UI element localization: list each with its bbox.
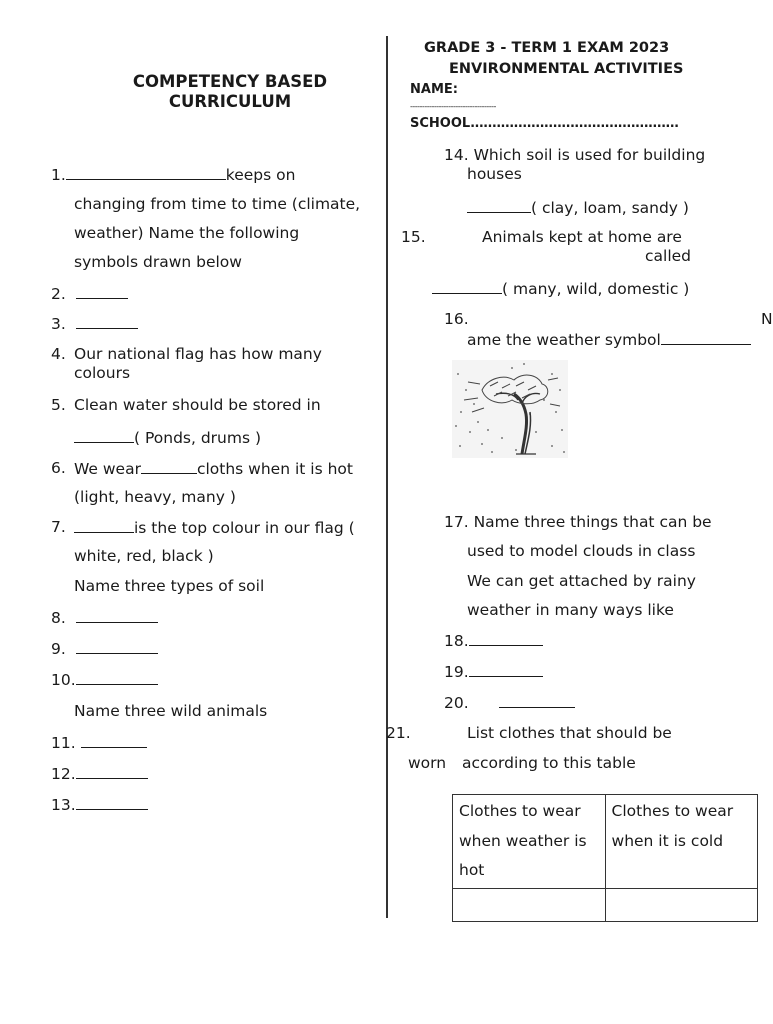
q20-number: 20. [444, 694, 469, 712]
q11-blank[interactable] [81, 733, 147, 748]
q5-blank[interactable] [74, 428, 134, 443]
q17-line-2: used to model clouds in class [467, 542, 696, 560]
q13-number: 13. [51, 796, 76, 814]
q1-line-2: changing from time to time (climate, [74, 195, 361, 213]
q7-number: 7. [51, 518, 66, 536]
question-19 [444, 662, 543, 681]
q9-number: 9. [51, 640, 66, 658]
windy-tree-icon [452, 360, 568, 458]
q18-number: 18. [444, 632, 469, 650]
q6-number: 6. [51, 459, 66, 477]
cold-clothes-cell[interactable] [605, 888, 757, 921]
table-header-cold: Clothes to wear when it is cold [605, 795, 757, 889]
question-13 [51, 795, 148, 814]
table-header-hot: Clothes to wear when weather is hot [453, 795, 606, 889]
title-line-2: CURRICULUM [168, 92, 292, 111]
question-4 [51, 345, 66, 363]
weather-symbol-image [452, 360, 568, 458]
q1-line-3: weather) Name the following [74, 224, 300, 242]
q14-line-1: 14. Which soil is used for building [444, 146, 706, 164]
q2-blank[interactable] [76, 284, 128, 299]
question-12 [51, 764, 148, 783]
q14-line-2: houses [467, 165, 522, 183]
q4-text [74, 345, 322, 383]
q15-blank[interactable] [432, 279, 502, 294]
q5-options: ( Ponds, drums ) [134, 429, 262, 447]
q10-number: 10. [51, 671, 76, 689]
q18-blank[interactable] [469, 631, 543, 646]
page-title [80, 72, 380, 112]
school-label: SCHOOL [410, 116, 471, 131]
q5-number: 5. [51, 396, 66, 414]
question-9 [51, 639, 158, 658]
q6-text-after: cloths when it is hot [196, 460, 353, 478]
title-line-1: COMPETENCY BASED [132, 72, 328, 91]
table-row [453, 888, 758, 921]
q3-number: 3. [51, 315, 66, 333]
question-6 [51, 459, 66, 477]
hot-clothes-cell[interactable] [453, 888, 606, 921]
q7-blank[interactable] [74, 518, 134, 533]
q14-options: ( clay, loam, sandy ) [531, 199, 689, 217]
q15-line-2: called [645, 247, 692, 265]
q21-line-2: according to this table [462, 754, 636, 772]
q17-line-4: weather in many ways like [467, 601, 674, 619]
q6-text-before: We wear [74, 460, 141, 478]
school-dots[interactable]: ................................................ [470, 116, 679, 131]
q4-line-1: Our national flag has how many [74, 345, 322, 363]
q7-line-1 [74, 518, 355, 537]
question-2 [51, 284, 128, 303]
q14-line-3 [467, 198, 689, 217]
q17-line-1: 17. Name three things that can be [444, 513, 712, 531]
q17-line-3: We can get attached by rainy [467, 572, 696, 590]
q15-options: ( many, wild, domestic ) [502, 280, 690, 298]
q8-blank[interactable] [76, 608, 158, 623]
q16-line-2 [467, 330, 751, 349]
q14-blank[interactable] [467, 198, 531, 213]
q4-number: 4. [51, 345, 66, 363]
q4-line-2: colours [74, 364, 131, 382]
soil-heading: Name three types of soil [74, 577, 265, 595]
q21-line-1: List clothes that should be [467, 724, 672, 742]
q19-number: 19. [444, 663, 469, 681]
q12-number: 12. [51, 765, 76, 783]
q21-number: 21. [386, 724, 411, 742]
q12-blank[interactable] [76, 764, 148, 779]
wild-heading: Name three wild animals [74, 702, 268, 720]
question-7 [51, 518, 66, 536]
q20-blank[interactable] [499, 693, 575, 708]
q1-blank[interactable] [66, 165, 226, 180]
q6-line-1 [74, 459, 353, 478]
clothes-table [452, 794, 758, 922]
q1-text: keeps on [225, 166, 296, 184]
q11-number: 11. [51, 734, 76, 752]
name-field[interactable]: ------------------------------------ [410, 102, 496, 111]
q9-blank[interactable] [76, 639, 158, 654]
q21-worn: worn [408, 754, 447, 772]
q10-blank[interactable] [76, 670, 158, 685]
q15-number: 15. [401, 228, 426, 246]
q7-line-2: white, red, black ) [74, 547, 214, 565]
q5-line-1: Clean water should be stored in [74, 396, 321, 414]
q3-blank[interactable] [76, 314, 138, 329]
exam-title: GRADE 3 - TERM 1 EXAM 2023 [424, 40, 670, 56]
q16-text: ame the weather symbol [467, 331, 661, 349]
q2-number: 2. [51, 285, 66, 303]
q16-blank[interactable] [661, 330, 751, 345]
q13-blank[interactable] [76, 795, 148, 810]
q1-line-4: symbols drawn below [74, 253, 242, 271]
q8-number: 8. [51, 609, 66, 627]
question-5 [51, 396, 66, 414]
q6-line-2: (light, heavy, many ) [74, 488, 236, 506]
school-field [410, 116, 678, 131]
name-label: NAME: [410, 82, 458, 97]
q6-blank[interactable] [141, 459, 197, 474]
question-18 [444, 631, 543, 650]
q7-text: is the top colour in our flag ( [134, 519, 355, 537]
question-11 [51, 733, 147, 752]
question-8 [51, 608, 158, 627]
q16-number: 16. [444, 310, 469, 328]
subject-title: ENVIRONMENTAL ACTIVITIES [449, 61, 684, 77]
column-divider [386, 36, 388, 918]
q5-line-2 [74, 428, 261, 447]
question-10 [51, 670, 158, 689]
question-20 [444, 693, 575, 712]
question-1 [51, 165, 295, 184]
q19-blank[interactable] [469, 662, 543, 677]
q16-cut-letter: N [761, 310, 773, 328]
question-3 [51, 314, 138, 333]
q15-line-1: Animals kept at home are [482, 228, 682, 246]
q1-number: 1. [51, 166, 66, 184]
table-header-row [453, 795, 758, 889]
q15-line-3 [432, 279, 689, 298]
